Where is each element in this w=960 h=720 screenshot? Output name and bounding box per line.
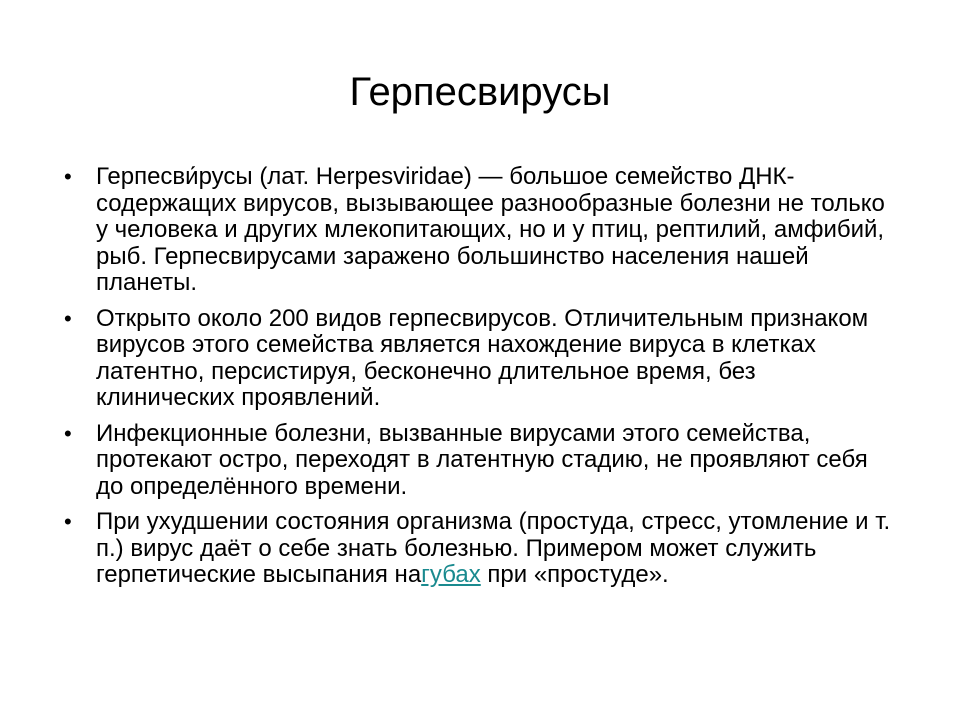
bullet-text-before-link: При ухудшении состояния организма (простуда, стресс, утомление и т. п.) вирус даёт о себе знать болезнью. Примером может служить герпетические высыпания на [96, 508, 891, 588]
bullet-item [64, 421, 900, 501]
bullet-text: Инфекционные болезни, вызванные вирусами этого семейства, протекают остро, переходят в латентную стадию, не проявляют себя до определённого времени. [96, 419, 868, 500]
bullet-item [64, 164, 900, 297]
bullet-list [64, 164, 900, 598]
lips-link[interactable]: губах [421, 561, 481, 588]
bullet-text: Открыто около 200 видов герпесвирусов. Отличительным признаком вирусов этого семейства является нахождение вируса в клетках латентно, персистируя, бесконечно длительное время, без клинических проявлений. [96, 304, 869, 411]
bullet-dot-icon: • [64, 305, 72, 331]
bullet-text: Герпесви́русы (лат. Herpesviridae) — большое семейство ДНК-содержащих вирусов, вызывающее разнообразные болезни не только у человека и других млекопитающих, но и у птиц, рептилий, амфибий, рыб. Герпесвирусами заражено большинство населения нашей планеты. [96, 163, 885, 296]
bullet-item [64, 509, 900, 589]
slide-title: Герпесвирусы [349, 70, 611, 114]
bullet-text-after-link: при «простуде». [480, 561, 669, 588]
bullet-dot-icon: • [64, 420, 72, 446]
bullet-item [64, 306, 900, 412]
bullet-dot-icon: • [64, 509, 72, 534]
bullet-dot-icon: • [64, 164, 72, 189]
